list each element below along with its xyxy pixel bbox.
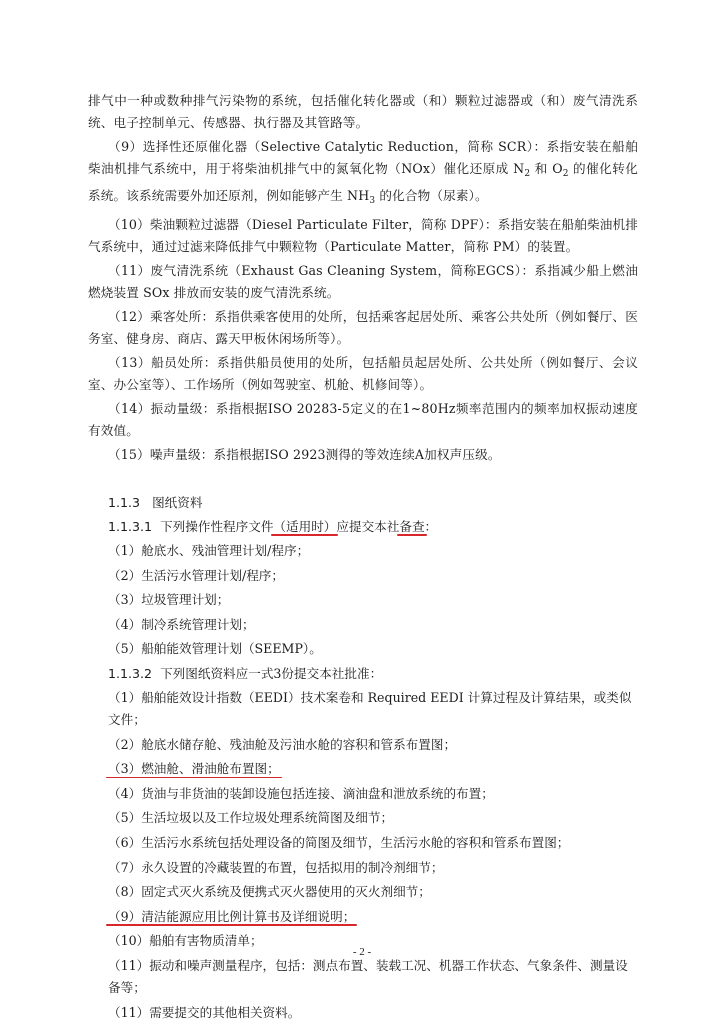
underlined-clean-energy-calc: （9）清洁能源应用比例计算书及详细说明；: [108, 908, 356, 924]
section-heading-number: 1.1.3: [108, 495, 141, 510]
section-heading: [88, 492, 638, 514]
list-item-highlighted: [88, 906, 638, 928]
list-item: （6）生活污水系统包括处理设备的简图及细节，生活污水舱的容积和管系布置图；: [108, 834, 570, 850]
paragraph-noise-level: （15）噪声量级：系指根据ISO 2923测得的等效连续A加权声压级。: [108, 447, 501, 462]
list-item: （1）船舶能效设计指数（EEDI）技术案卷和 Required EEDI 计算过程及计算结果，或类似文件；: [108, 689, 632, 727]
paragraph-crew-spaces: （13）船员处所：系指供船员使用的处所，包括船员起居处所、公共处所（例如餐厅、会议室、办公室等）、工作场所（例如驾驶室、机舱、机修间等）。: [88, 355, 638, 392]
subscript-o2: 2: [562, 169, 569, 179]
list-item: （7）永久设置的冷藏装置的布置，包括拟用的制冷剂细节；: [108, 859, 444, 875]
underlined-fuel-oil-tank-layout: （3）燃油舱、滑油舱布置图；: [108, 761, 280, 777]
list-item-highlighted: [88, 758, 638, 780]
paragraph-continuation: 排气中一种或数种排气污染物的系统，包括催化转化器或（和）颗粒过滤器或（和）废气清洗系统、电子控制单元、传感器、执行器及其管路等。: [88, 93, 638, 130]
subsection-text: 下列图纸资料应一式3份提交本社批准：: [160, 665, 383, 681]
scr-text-c: 的催化转化系统。该系统需要外加还原剂，例如能够产生 NH: [88, 161, 638, 203]
page-number: - 2 -: [352, 946, 372, 958]
list-item: （11）需要提交的其他相关资料。: [108, 1004, 301, 1020]
paragraph-dpf: （10）柴油颗粒过滤器（Diesel Particulate Filter，简称 DPF）：系指安装在船舶柴油机排气系统中，通过过滤来降低排气中颗粒物（Particulate Matter，简称 PM）的装置。: [88, 217, 638, 254]
underlined-when-applicable: （适用时）: [273, 519, 337, 534]
list-item: （10）船舶有害物质清单；: [108, 933, 263, 949]
subsection-number: 1.1.3.2: [108, 665, 153, 681]
paragraph-vibration-level: （14）振动量级：系指根据ISO 20283-5定义的在1~80Hz频率范围内的频率加权振动速度有效值。: [88, 401, 638, 438]
paragraph-scr: [88, 136, 638, 212]
list-item: （5）生活垃圾以及工作垃圾处理系统简图及细节；: [108, 810, 394, 826]
paragraph-passenger-spaces: （12）乘客处所：系指供乘客使用的处所，包括乘客起居处所、乘客公共处所（例如餐厅、医务室、健身房、商店、露天甲板休闲场所等）。: [88, 309, 638, 346]
list-item: （3）垃圾管理计划；: [108, 592, 230, 608]
list-item: （2）生活污水管理计划/程序；: [108, 567, 284, 583]
subsection-text-e: ：: [424, 519, 438, 534]
subsection-1-1-3-1: [88, 516, 638, 538]
subsection-number: 1.1.3.1: [108, 519, 153, 534]
list-item: （2）舱底水储存舱、残油舱及污油水舱的容积和管系布置图；: [108, 736, 457, 752]
subscript-n2: 2: [524, 169, 531, 179]
list-item: （4）制冷系统管理计划；: [108, 616, 255, 632]
list-item: （5）船舶能效管理计划（SEEMP）。: [108, 641, 322, 657]
list-item: （8）固定式灭火系统及便携式灭火器使用的灭火剂细节；: [108, 884, 431, 900]
subsection-1-1-3-2: [88, 663, 638, 685]
document-body: [88, 90, 638, 1026]
scr-text-b: 和 O: [530, 161, 563, 176]
underlined-for-reference: 备查: [399, 519, 425, 534]
subsection-text-c: 应提交本社: [336, 519, 400, 534]
scr-text-d: 的化合物（尿素）。: [375, 188, 488, 203]
section-heading-title: 图纸资料: [152, 495, 203, 510]
subsection-text-a: 下列操作性程序文件: [160, 519, 274, 534]
scr-text-a: （9）选择性还原催化器（Selective Catalytic Reduction，简称 SCR）：系指安装在船舶柴油机排气系统中，用于将柴油机排气中的氮氧化物（NOx）催化还原成 N: [88, 139, 638, 176]
paragraph-egcs: （11）废气清洗系统（Exhaust Gas Cleaning System，简称EGCS）：系指减少船上燃油燃烧装置 SOx 排放而安装的废气清洗系统。: [88, 263, 638, 300]
list-item: （1）舱底水、残油管理计划/程序；: [108, 543, 310, 558]
list-item: （11）振动和噪声测量程序，包括：测点布置、装载工况、机器工作状态、气象条件、测量设备等；: [108, 957, 628, 995]
list-item: （4）货油与非货油的装卸设施包括连接、滴油盘和泄放系统的布置；: [108, 785, 494, 801]
subscript-nh3: 3: [369, 196, 376, 206]
